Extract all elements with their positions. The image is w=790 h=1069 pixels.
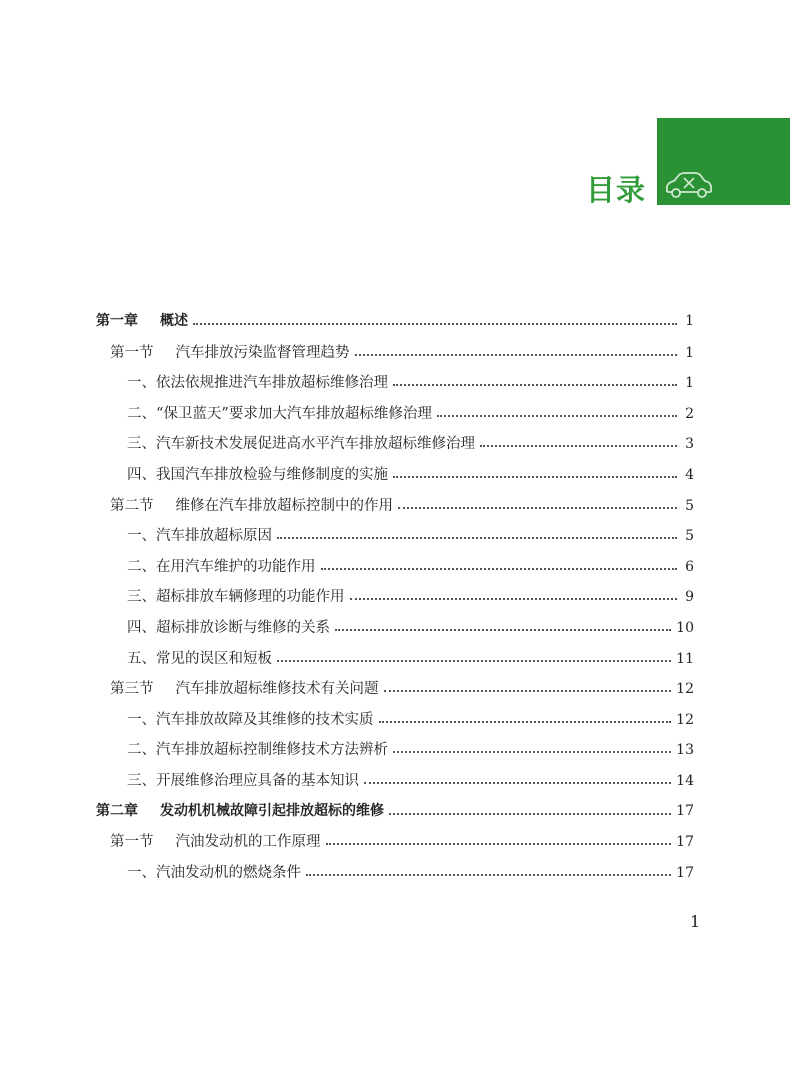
toc-entry-page: 1 [685, 375, 694, 392]
toc-entry-title: 四、超标排放诊断与维修的关系 [127, 620, 330, 636]
toc-entry-page: 13 [676, 742, 694, 759]
toc-entry[interactable] [110, 677, 694, 699]
toc-entry-title: 汽油发动机的工作原理 [175, 834, 321, 851]
car-repair-icon [663, 170, 715, 200]
toc-entry-title: 一、汽油发动机的燃烧条件 [127, 864, 301, 881]
toc-entry[interactable] [127, 647, 694, 669]
dot-leader [335, 629, 671, 631]
toc-entry[interactable] [127, 463, 694, 485]
toc-entry-page: 17 [676, 864, 694, 881]
toc-entry-title: 二、在用汽车维护的功能作用 [127, 558, 316, 575]
dot-leader [393, 751, 671, 753]
dot-leader [277, 660, 671, 662]
toc-entry-page: 11 [676, 650, 694, 667]
dot-leader [384, 690, 672, 692]
toc-entry-title: 五、常见的误区和短板 [127, 650, 272, 667]
dot-leader [364, 782, 671, 784]
toc-entry-label: 第三节 [110, 681, 154, 698]
toc-entry-page: 4 [685, 467, 694, 483]
toc-entry[interactable] [127, 861, 694, 883]
toc-entry[interactable] [127, 769, 694, 791]
toc-entry-page: 6 [685, 558, 694, 575]
dot-leader [277, 537, 677, 539]
toc-entry[interactable] [127, 738, 694, 760]
dot-leader [480, 445, 677, 447]
toc-entry[interactable] [96, 800, 694, 822]
dot-leader [193, 323, 677, 325]
toc-entry-page: 3 [685, 436, 694, 453]
toc-entry-page: 9 [685, 589, 694, 606]
toc-entry-title: 三、开展维修治理应具备的基本知识 [127, 773, 359, 789]
toc-entry[interactable] [127, 402, 694, 424]
dot-leader [355, 354, 678, 356]
toc-entry-page: 12 [676, 681, 694, 698]
dot-leader [393, 384, 677, 386]
dot-leader [398, 507, 677, 509]
toc-entry-label: 第一节 [110, 834, 154, 851]
dot-leader [437, 415, 677, 417]
toc-entry[interactable] [127, 616, 694, 638]
toc-entry-page: 14 [676, 773, 694, 789]
toc-entry-title: 一、汽车排放超标原因 [127, 528, 272, 545]
dot-leader [321, 568, 678, 570]
toc-entry[interactable] [127, 585, 694, 607]
toc-entry-page: 1 [685, 313, 694, 329]
toc-entry[interactable] [127, 708, 694, 730]
dot-leader [393, 476, 677, 478]
toc-entry-label: 第一节 [110, 344, 154, 361]
toc-entry-page: 1 [685, 344, 694, 361]
toc-entry[interactable] [127, 371, 694, 393]
dot-leader [379, 721, 672, 723]
toc-entry[interactable] [127, 555, 694, 577]
toc-entry-title: 四、我国汽车排放检验与维修制度的实施 [127, 467, 388, 483]
header-color-block [657, 118, 790, 205]
toc-entry-title: 三、超标排放车辆修理的功能作用 [127, 589, 345, 606]
toc-entry-page: 17 [676, 834, 694, 851]
toc-entry-page: 12 [676, 711, 694, 728]
toc-entry-title: 一、依法依规推进汽车排放超标维修治理 [127, 375, 388, 392]
toc-entry-page: 2 [685, 405, 694, 422]
toc-entry[interactable] [127, 432, 694, 454]
dot-leader [326, 843, 672, 845]
toc-entry-title: 三、汽车新技术发展促进高水平汽车排放超标维修治理 [127, 436, 475, 453]
toc-entry-title: 一、汽车排放故障及其维修的技术实质 [127, 711, 374, 728]
toc-entry-title: 汽车排放污染监督管理趋势 [175, 344, 350, 361]
dot-leader [389, 813, 671, 815]
dot-leader [306, 874, 671, 876]
toc-entry-title: 概述 [160, 313, 188, 329]
toc-entry-label: 第二节 [110, 497, 154, 514]
toc-entry-title: 维修在汽车排放超标控制中的作用 [175, 497, 393, 514]
toc-entry-label: 第二章 [96, 802, 138, 819]
page-number: 1 [690, 912, 701, 931]
toc-entry-title: 汽车排放超标维修技术有关问题 [175, 681, 379, 698]
toc-entry[interactable] [110, 341, 694, 363]
dot-leader [350, 598, 678, 600]
toc-entry-title: 发动机机械故障引起排放超标的维修 [160, 802, 384, 819]
toc-entry[interactable] [110, 830, 694, 852]
toc-entry-page: 10 [676, 620, 694, 636]
toc-entry[interactable] [110, 494, 694, 516]
toc-entry-title: 二、“保卫蓝天”要求加大汽车排放超标维修治理 [127, 405, 432, 422]
toc-entry-page: 5 [685, 497, 694, 514]
toc-entry-page: 5 [685, 528, 694, 545]
toc-entry[interactable] [96, 310, 694, 332]
toc-entry-page: 17 [676, 802, 694, 819]
toc-entry-label: 第一章 [96, 313, 138, 329]
toc-entry[interactable] [127, 524, 694, 546]
toc-entry-title: 二、汽车排放超标控制维修技术方法辨析 [127, 742, 388, 759]
page-title: 目录 [586, 173, 647, 207]
